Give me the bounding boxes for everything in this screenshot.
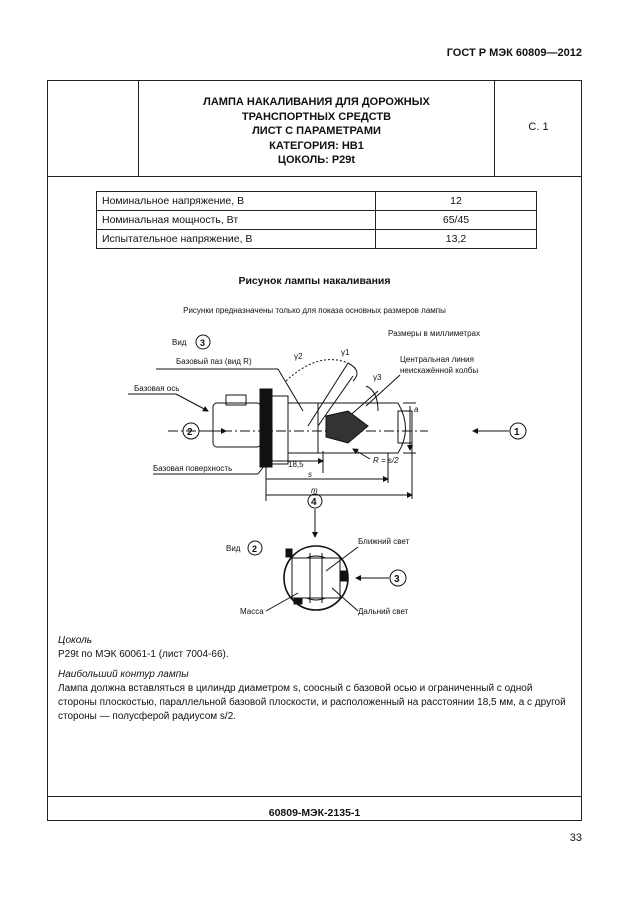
- view3-label: Вид: [172, 338, 187, 347]
- mass-label: Масса: [240, 607, 264, 616]
- lamp-drawing: [48, 81, 581, 641]
- view4-number: 4: [311, 497, 317, 508]
- param-label: Номинальная мощность, Вт: [97, 211, 376, 230]
- lamp-flange: [260, 389, 272, 467]
- base-slot-label: Базовый паз (вид R): [176, 357, 252, 366]
- base-text: P29t по МЭК 60061-1 (лист 7004-66).: [58, 649, 229, 660]
- title-line: ЛИСТ С ПАРАМЕТРАМИ: [252, 125, 381, 137]
- title-line: ЦОКОЛЬ: P29t: [277, 154, 356, 166]
- base-section: [58, 634, 571, 662]
- param-label: Испытательное напряжение, В: [97, 230, 376, 249]
- figure-note: Рисунки предназначены только для показа основных размеров лампы: [183, 306, 446, 315]
- low-beam-label: Ближний свет: [358, 537, 410, 546]
- end-view-body: [292, 558, 340, 598]
- end-view-tab: [341, 571, 347, 581]
- figure-caption: Рисунок лампы накаливания: [238, 275, 391, 287]
- view2-number: 2: [252, 544, 258, 554]
- view2-label: Вид: [226, 544, 241, 553]
- base-axis-label: Базовая ось: [134, 384, 180, 393]
- view3-number: 3: [200, 338, 206, 348]
- end-view-tab: [286, 549, 292, 557]
- title-line: ЛАМПА НАКАЛИВАНИЯ ДЛЯ ДОРОЖНЫХ: [203, 96, 430, 108]
- page-number: 33: [569, 832, 582, 844]
- lamp-collar: [272, 396, 288, 464]
- contour-text: Лампа должна вставляться в цилиндр диаметром s, соосный с базовой осью и ограниченный с одной стороны плоскостью, параллельной базовой плоскости, и расположенный на расстоянии 18,5 мм, а с другой стороны — полусферой радиусом s/2.: [58, 683, 566, 722]
- radius-leader: [353, 449, 370, 459]
- gamma1-label: γ1: [341, 348, 350, 357]
- title-line: ТРАНСПОРТНЫХ СРЕДСТВ: [241, 110, 392, 123]
- center-line-leader: [366, 375, 400, 406]
- title-line: КАТЕГОРИЯ: HB1: [269, 139, 364, 152]
- center-line-label-2: неискажённой колбы: [400, 366, 479, 375]
- dim-185-label: 18,5: [288, 460, 304, 469]
- sheet-page-ref: С. 1: [528, 121, 549, 133]
- gamma1-arc: [348, 363, 357, 381]
- param-value: 65/45: [376, 211, 537, 230]
- base-slot-leader2: [278, 369, 303, 411]
- standard-number: ГОСТ Р МЭК 60809—2012: [446, 47, 582, 59]
- base-axis-arrow: [176, 394, 208, 411]
- lamp-socket: [213, 403, 261, 447]
- radius-label: R = s/2: [373, 456, 399, 465]
- param-value: 12: [376, 192, 537, 211]
- high-beam-label: Дальний свет: [358, 607, 409, 616]
- gamma2-label: γ2: [294, 352, 303, 361]
- mass-leader: [266, 593, 298, 611]
- end-view-tab: [294, 599, 302, 604]
- view1-number: 1: [514, 427, 520, 438]
- param-label: Номинальное напряжение, В: [97, 192, 376, 211]
- gamma3-label: γ3: [373, 373, 382, 382]
- document-frame: [47, 80, 582, 821]
- units-label: Размеры в миллиметрах: [388, 329, 480, 338]
- param-value: 13,2: [376, 230, 537, 249]
- center-line-label-1: Центральная линия: [400, 355, 474, 364]
- footer-divider: [48, 796, 581, 797]
- filament-cap: [326, 411, 368, 443]
- gamma3-arc: [366, 386, 378, 411]
- dim-a-label: a: [414, 405, 419, 414]
- ref-surface-label: Базовая поверхность: [153, 464, 233, 473]
- contour-heading: Наибольший контур лампы: [58, 669, 189, 680]
- dim-m-label: m: [311, 486, 318, 495]
- base-heading: Цоколь: [58, 635, 93, 646]
- contour-section: [58, 668, 571, 724]
- dim-s-label: s: [308, 470, 312, 479]
- view3-number-right: 3: [394, 574, 400, 585]
- sheet-code: 60809-МЭК-2135-1: [268, 807, 361, 819]
- view2-number-left: 2: [187, 427, 193, 438]
